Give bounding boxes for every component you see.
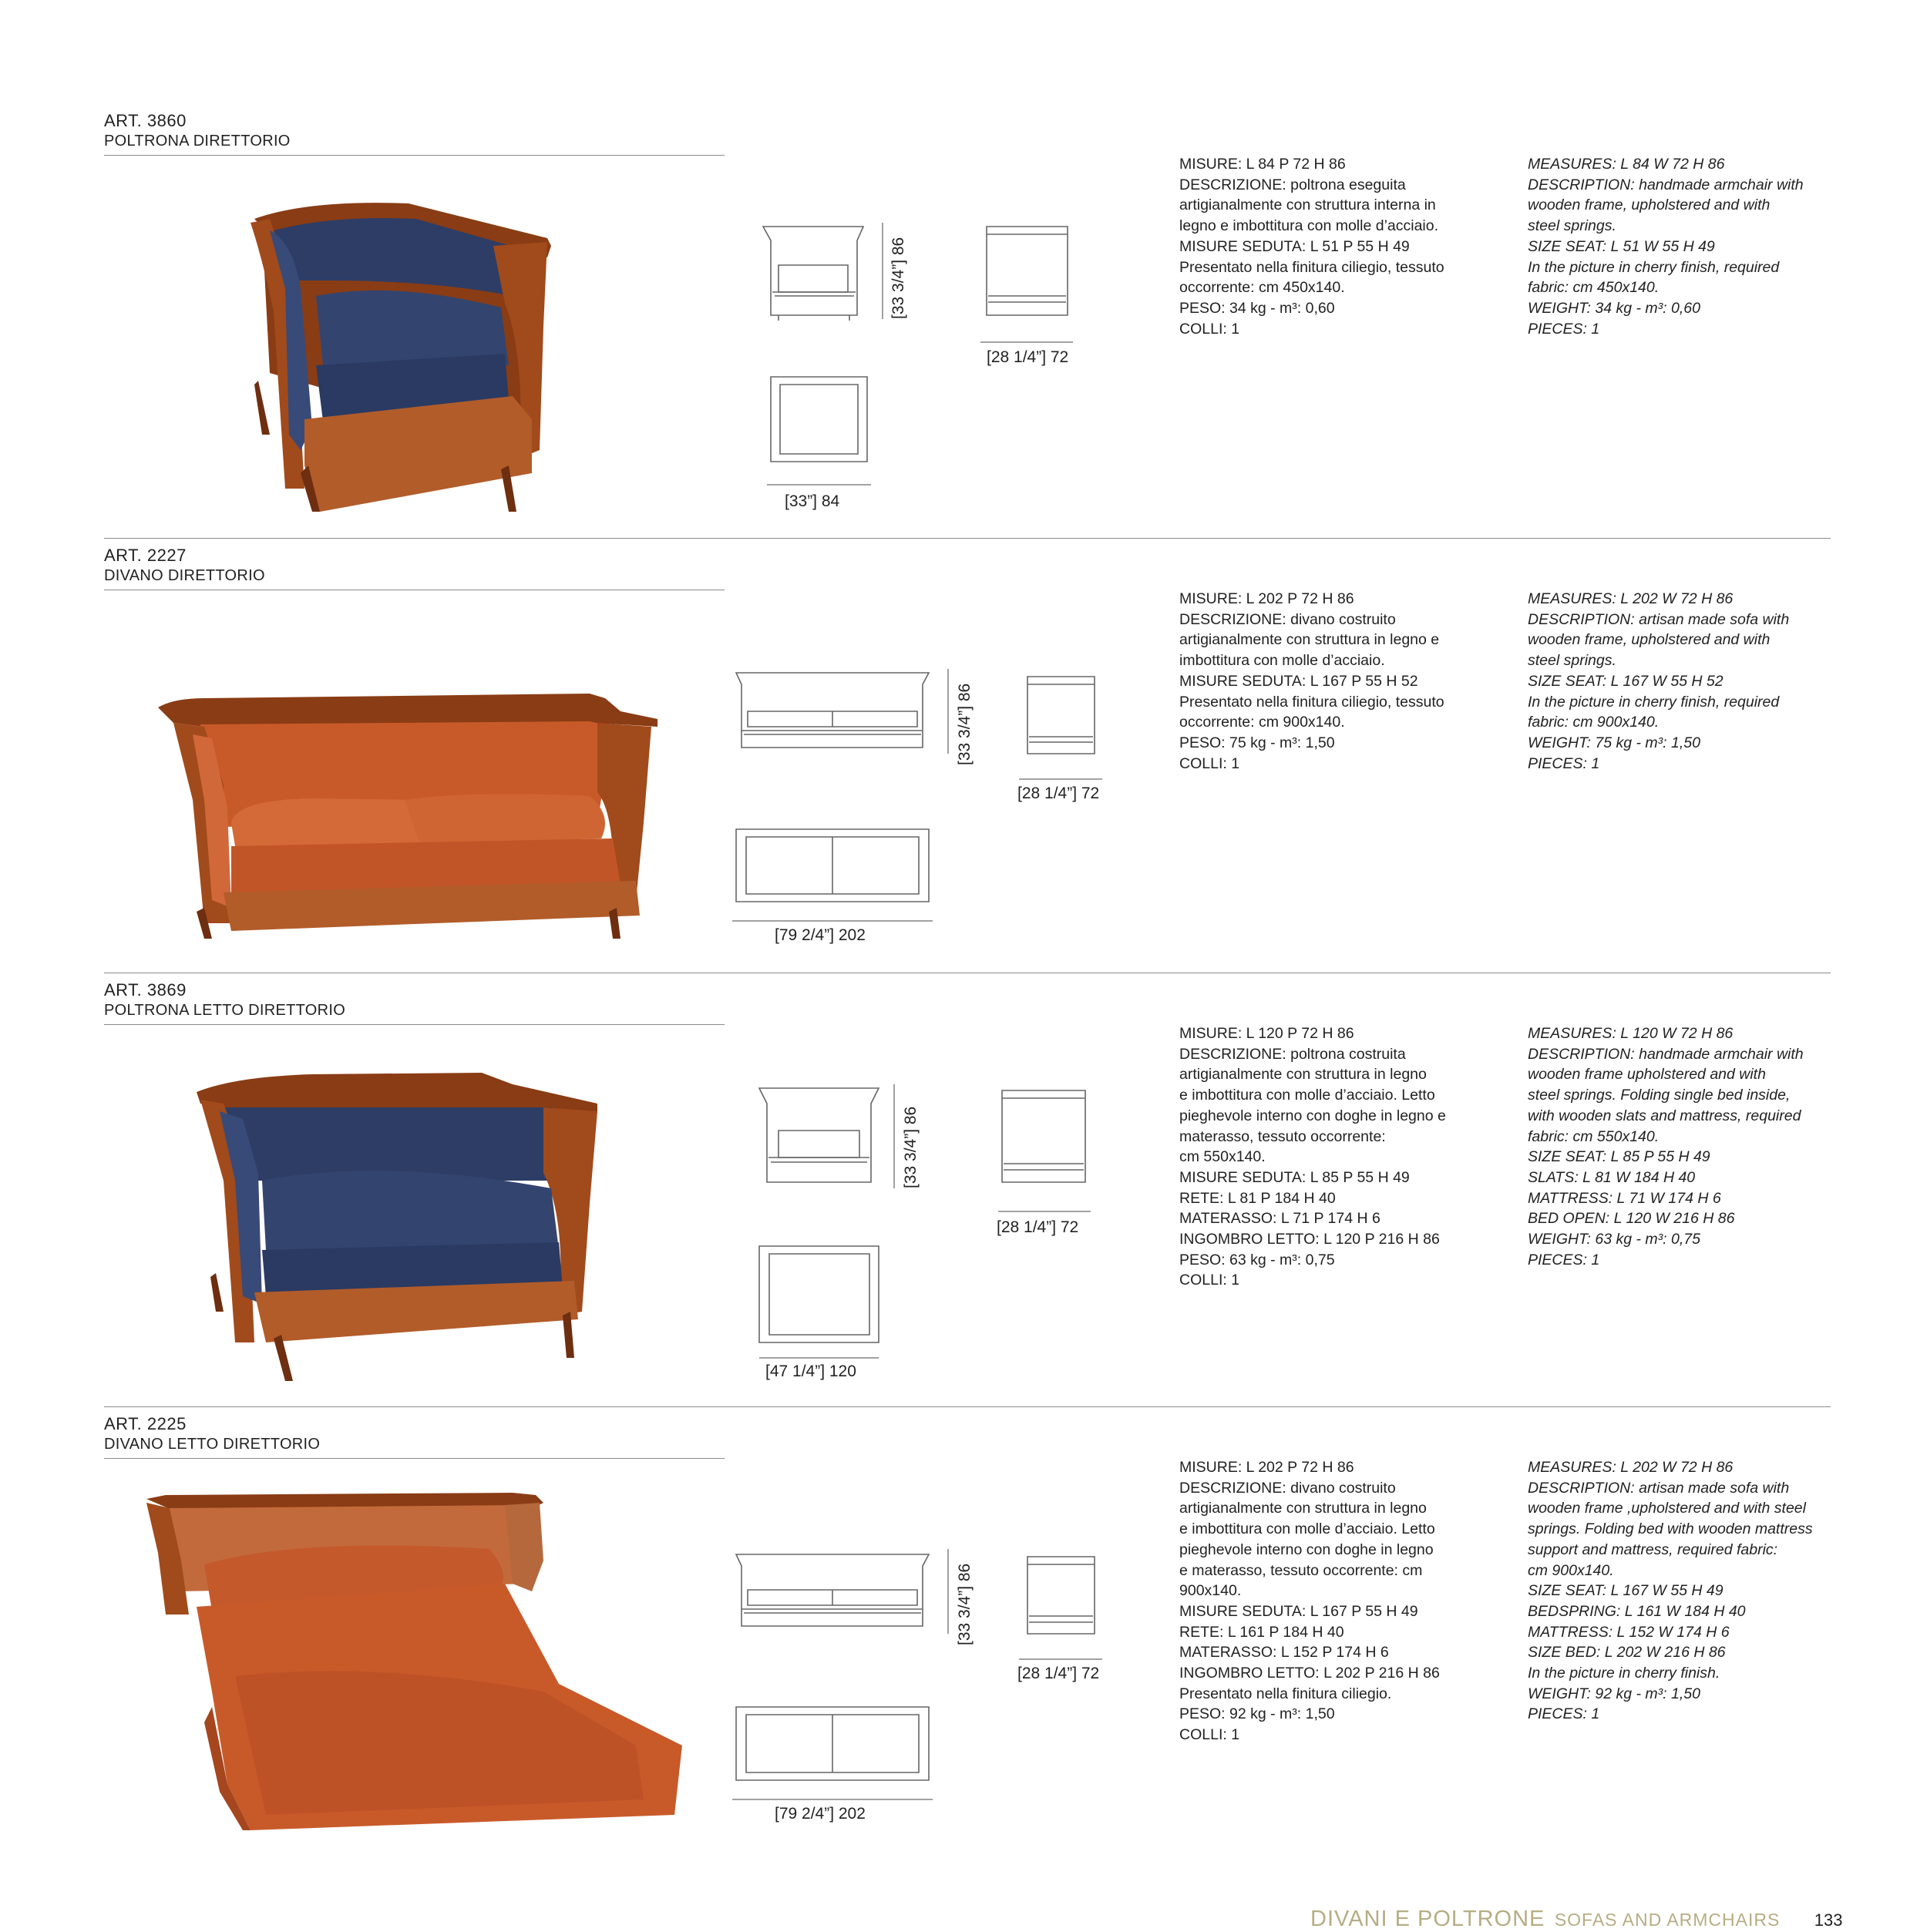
spec-line: e imbottitura con molle d’acciaio. Letto xyxy=(1179,1520,1435,1538)
side-view-drawing xyxy=(997,1090,1091,1236)
spec-line: PIECES: 1 xyxy=(1528,320,1600,338)
spec-line: MISURE SEDUTA: L 167 P 55 H 49 xyxy=(1179,1602,1418,1620)
page-footer xyxy=(1310,1907,1843,1932)
spec-line: WEIGHT: 92 kg - m³: 1,50 xyxy=(1528,1685,1700,1702)
depth-dimension: [28 1/4”] 72 xyxy=(997,1218,1079,1236)
top-view-drawing xyxy=(767,377,871,510)
spec-line: DESCRIPTION: handmade armchair with xyxy=(1528,176,1804,193)
height-dimension: [33 3/4”] 86 xyxy=(902,1106,920,1188)
spec-line: RETE: L 81 P 184 H 40 xyxy=(1179,1189,1336,1207)
spec-line: wooden frame upholstered and with xyxy=(1528,1066,1766,1084)
spec-line: artigianalmente con struttura in legno xyxy=(1179,1066,1427,1084)
article-number: ART. 3860 xyxy=(104,111,187,130)
side-view-drawing xyxy=(980,227,1073,366)
spec-line: DESCRIZIONE: divano costruito xyxy=(1179,1479,1396,1497)
specs-italian xyxy=(1179,154,1444,339)
spec-line: cm 550x140. xyxy=(1179,1148,1266,1166)
spec-line: MATTRESS: L 71 W 174 H 6 xyxy=(1528,1189,1721,1207)
width-dimension: [79 2/4”] 202 xyxy=(775,1805,866,1823)
spec-line: COLLI: 1 xyxy=(1179,754,1240,772)
spec-line: COLLI: 1 xyxy=(1179,1272,1240,1289)
spec-line: artigianalmente con struttura in legno e xyxy=(1179,631,1440,649)
spec-line: fabric: cm 450x140. xyxy=(1528,279,1660,297)
specs-english xyxy=(1528,1457,1813,1725)
spec-line: DESCRIPTION: artisan made sofa with xyxy=(1528,1479,1790,1497)
technical-drawings xyxy=(0,111,1156,543)
spec-line: MISURE SEDUTA: L 51 P 55 H 49 xyxy=(1179,237,1410,255)
article-number: ART. 3869 xyxy=(104,980,187,1000)
spec-line: SLATS: L 81 W 184 H 40 xyxy=(1528,1168,1696,1186)
spec-line: materasso, tessuto occorrente: xyxy=(1179,1127,1386,1145)
spec-line: steel springs. xyxy=(1528,217,1616,235)
front-view-drawing xyxy=(763,223,907,321)
spec-line: DESCRIPTION: handmade armchair with xyxy=(1528,1045,1804,1063)
spec-line: WEIGHT: 34 kg - m³: 0,60 xyxy=(1528,299,1700,317)
spec-line: DESCRIPTION: artisan made sofa with xyxy=(1528,610,1790,628)
spec-line: 900x140. xyxy=(1179,1582,1242,1600)
spec-line: occorrente: cm 450x140. xyxy=(1179,279,1345,297)
front-view-drawing xyxy=(759,1084,920,1188)
spec-line: PESO: 34 kg - m³: 0,60 xyxy=(1179,299,1335,317)
spec-line: cm 900x140. xyxy=(1528,1561,1614,1579)
spec-line: imbottitura con molle d’acciaio. xyxy=(1179,652,1385,670)
technical-drawings xyxy=(0,1414,1156,1846)
spec-line: PIECES: 1 xyxy=(1528,1251,1600,1268)
spec-line: fabric: cm 900x140. xyxy=(1528,714,1660,731)
spec-line: MISURE SEDUTA: L 167 P 55 H 52 xyxy=(1179,672,1418,690)
spec-line: MISURE: L 84 P 72 H 86 xyxy=(1179,156,1346,173)
spec-line: pieghevole interno con doghe in legno e xyxy=(1179,1107,1446,1124)
spec-line: WEIGHT: 75 kg - m³: 1,50 xyxy=(1528,734,1700,751)
depth-dimension: [28 1/4”] 72 xyxy=(1017,785,1100,802)
article-name: POLTRONA DIRETTORIO xyxy=(104,133,291,150)
spec-line: INGOMBRO LETTO: L 202 P 216 H 86 xyxy=(1179,1665,1440,1682)
spec-line: PIECES: 1 xyxy=(1528,754,1600,772)
spec-line: wooden frame, upholstered and with xyxy=(1528,631,1771,649)
product-section-2227 xyxy=(0,546,1927,977)
product-section-3860 xyxy=(0,111,1927,543)
spec-line: SIZE SEAT: L 167 W 55 H 52 xyxy=(1528,672,1724,690)
spec-line: artigianalmente con struttura interna in xyxy=(1179,197,1436,214)
spec-line: PESO: 63 kg - m³: 0,75 xyxy=(1179,1251,1335,1268)
product-section-3869 xyxy=(0,980,1927,1412)
top-view-drawing xyxy=(732,1707,933,1823)
height-dimension: [33 3/4”] 86 xyxy=(956,683,974,765)
spec-line: PESO: 75 kg - m³: 1,50 xyxy=(1179,734,1335,751)
spec-line: wooden frame ,upholstered and with steel xyxy=(1528,1500,1806,1517)
technical-drawings xyxy=(0,546,1156,977)
spec-line: INGOMBRO LETTO: L 120 P 216 H 86 xyxy=(1179,1231,1440,1248)
article-number: ART. 2227 xyxy=(104,546,187,565)
spec-line: SIZE SEAT: L 167 W 55 H 49 xyxy=(1528,1582,1724,1600)
spec-line: Presentato nella finitura ciliegio, tessuto xyxy=(1179,693,1444,711)
depth-dimension: [28 1/4”] 72 xyxy=(1017,1665,1100,1682)
spec-line: occorrente: cm 900x140. xyxy=(1179,714,1345,731)
spec-line: MEASURES: L 84 W 72 H 86 xyxy=(1528,156,1725,173)
spec-line: MEASURES: L 202 W 72 H 86 xyxy=(1528,1459,1734,1476)
specs-italian xyxy=(1179,1457,1440,1746)
side-view-drawing xyxy=(1017,1557,1102,1682)
spec-line: COLLI: 1 xyxy=(1179,320,1240,338)
specs-italian xyxy=(1179,589,1444,774)
article-name: POLTRONA LETTO DIRETTORIO xyxy=(104,1002,346,1019)
spec-line: MISURE SEDUTA: L 85 P 55 H 49 xyxy=(1179,1168,1410,1186)
specs-english xyxy=(1528,154,1804,339)
specs-english xyxy=(1528,589,1789,774)
spec-line: MATERASSO: L 152 P 174 H 6 xyxy=(1179,1644,1389,1662)
spec-line: MATERASSO: L 71 P 174 H 6 xyxy=(1179,1210,1381,1228)
spec-line: Presentato nella finitura ciliegio. xyxy=(1179,1685,1392,1702)
specs-english xyxy=(1528,1023,1804,1270)
spec-line: BEDSPRING: L 161 W 184 H 40 xyxy=(1528,1602,1746,1620)
spec-line: legno e imbottitura con molle d’acciaio. xyxy=(1179,217,1439,235)
footer-title-english: SOFAS AND ARMCHAIRS xyxy=(1554,1910,1781,1930)
spec-line: COLLI: 1 xyxy=(1179,1726,1240,1744)
spec-line: DESCRIZIONE: poltrona eseguita xyxy=(1179,176,1406,193)
spec-line: SIZE BED: L 202 W 216 H 86 xyxy=(1528,1644,1726,1662)
spec-line: MEASURES: L 202 W 72 H 86 xyxy=(1528,590,1734,607)
section-divider xyxy=(104,538,1831,539)
article-name: DIVANO DIRETTORIO xyxy=(104,567,265,584)
spec-line: MISURE: L 202 P 72 H 86 xyxy=(1179,1459,1354,1476)
spec-line: artigianalmente con struttura in legno xyxy=(1179,1500,1427,1517)
side-view-drawing xyxy=(1017,677,1102,802)
spec-line: with wooden slats and mattress, required xyxy=(1528,1107,1801,1124)
spec-line: support and mattress, required fabric: xyxy=(1528,1541,1778,1558)
depth-dimension: [28 1/4”] 72 xyxy=(987,348,1069,366)
front-view-drawing xyxy=(736,1549,974,1645)
spec-line: pieghevole interno con doghe in legno xyxy=(1179,1541,1434,1558)
spec-line: steel springs. xyxy=(1528,652,1616,670)
spec-line: SIZE SEAT: L 85 P 55 H 49 xyxy=(1528,1148,1710,1166)
spec-line: PIECES: 1 xyxy=(1528,1705,1600,1723)
spec-line: MISURE: L 202 P 72 H 86 xyxy=(1179,590,1354,607)
width-dimension: [33”] 84 xyxy=(785,492,840,510)
spec-line: steel springs. Folding single bed inside, xyxy=(1528,1087,1791,1104)
spec-line: SIZE SEAT: L 51 W 55 H 49 xyxy=(1528,237,1715,255)
spec-line: e imbottitura con molle d’acciaio. Letto xyxy=(1179,1087,1435,1104)
footer-title-italian: DIVANI E POLTRONE xyxy=(1310,1907,1545,1931)
spec-line: MEASURES: L 120 W 72 H 86 xyxy=(1528,1025,1734,1042)
section-divider xyxy=(104,1406,1831,1407)
spec-line: PESO: 92 kg - m³: 1,50 xyxy=(1179,1705,1335,1723)
spec-line: springs. Folding bed with wooden mattress xyxy=(1528,1520,1813,1538)
spec-line: e materasso, tessuto occorrente: cm xyxy=(1179,1561,1423,1579)
spec-line: BED OPEN: L 120 W 216 H 86 xyxy=(1528,1210,1735,1228)
height-dimension: [33 3/4”] 86 xyxy=(890,237,907,319)
spec-line: DESCRIZIONE: poltrona costruita xyxy=(1179,1045,1406,1063)
article-number: ART. 2225 xyxy=(104,1414,187,1433)
spec-line: RETE: L 161 P 184 H 40 xyxy=(1179,1623,1344,1641)
spec-line: Presentato nella finitura ciliegio, tessuto xyxy=(1179,258,1444,276)
spec-line: WEIGHT: 63 kg - m³: 0,75 xyxy=(1528,1231,1700,1248)
product-section-2225 xyxy=(0,1414,1927,1846)
spec-line: MISURE: L 120 P 72 H 86 xyxy=(1179,1025,1354,1042)
top-view-drawing xyxy=(759,1246,879,1380)
specs-italian xyxy=(1179,1023,1446,1291)
technical-drawings xyxy=(0,980,1156,1412)
spec-line: wooden frame, upholstered and with xyxy=(1528,197,1771,214)
spec-line: In the picture in cherry finish, required xyxy=(1528,258,1780,276)
spec-line: In the picture in cherry finish. xyxy=(1528,1665,1720,1682)
height-dimension: [33 3/4”] 86 xyxy=(956,1563,974,1645)
width-dimension: [47 1/4”] 120 xyxy=(765,1362,856,1380)
front-view-drawing xyxy=(736,669,974,765)
width-dimension: [79 2/4”] 202 xyxy=(775,926,866,944)
spec-line: In the picture in cherry finish, required xyxy=(1528,693,1780,711)
spec-line: fabric: cm 550x140. xyxy=(1528,1127,1660,1145)
page-number: 133 xyxy=(1814,1910,1843,1930)
spec-line: DESCRIZIONE: divano costruito xyxy=(1179,610,1396,628)
top-view-drawing xyxy=(732,829,933,944)
article-name: DIVANO LETTO DIRETTORIO xyxy=(104,1436,321,1453)
spec-line: MATTRESS: L 152 W 174 H 6 xyxy=(1528,1623,1730,1641)
